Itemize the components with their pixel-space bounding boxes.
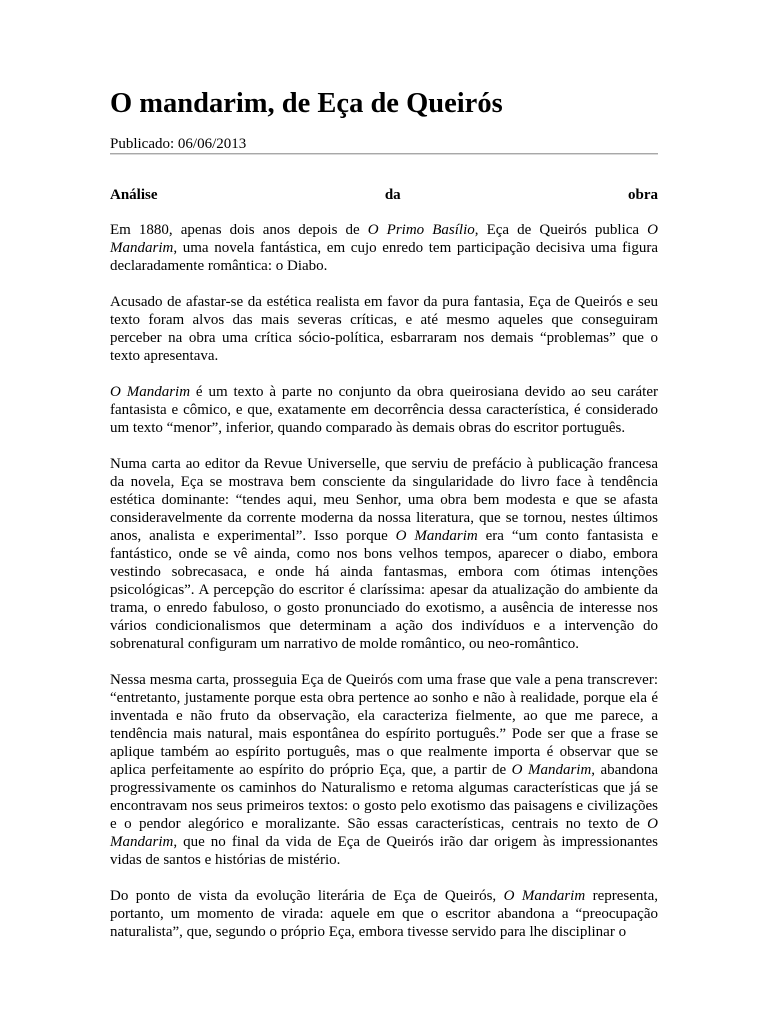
paragraph-list	[110, 221, 658, 941]
paragraph-text: Numa carta ao editor da Revue Universelle, que serviu de prefácio à publicação francesa da novela, Eça se mostrava bem consciente da singularidade do livro face à tendência estética dominante: “tendes aqui, meu Senhor, uma obra bem modesta e que se afasta consideravelmente da corrente moderna da nossa literatura, que se tornou, nestes últimos anos, analista e experimental”. Isso porque	[110, 456, 658, 544]
section-heading	[110, 186, 658, 204]
paragraph-text: Nessa mesma carta, prosseguia Eça de Queirós com uma frase que vale a pena transcrever: “entretanto, justamente porque esta obra pertence ao sonho e não à realidade, porque ela é inventada e não fruto da observação, ela caracteriza fielmente, ao que me parece, a tendência mais natural, mais espontânea do espírito português.” Pode ser que a frase se aplique também ao espírito português, mas o que realmente importa é observar que se aplica perfeitamente ao espírito do próprio Eça, que, a partir de	[110, 672, 658, 778]
body-paragraph	[110, 887, 658, 941]
italic-title-text: O Primo Basílio	[367, 222, 475, 238]
body-paragraph	[110, 383, 658, 437]
body-paragraph	[110, 293, 658, 365]
paragraph-text: , abandona progressivamente os caminhos do Naturalismo e retoma algumas características que já se encontravam nos seus primeiros textos: o gosto pelo exotismo das paisagens e civilizações e o pendor alegórico e moralizante. São essas características, centrais no texto de	[110, 762, 658, 832]
italic-title-text: O Mandarim	[110, 384, 191, 400]
title-divider	[110, 153, 658, 155]
italic-title-text: O Mandarim	[503, 888, 586, 904]
paragraph-text: é um texto à parte no conjunto da obra queirosiana devido ao seu caráter fantasista e cômico, e que, exatamente em decorrência dessa característica, é considerado um texto “menor”, inferior, quando comparado às demais obras do escritor português.	[110, 384, 658, 436]
body-paragraph	[110, 671, 658, 869]
italic-title-text: O Mandarim	[110, 816, 658, 850]
italic-title-text: O Mandarim	[395, 528, 478, 544]
section-heading-word: da	[384, 187, 401, 203]
article-body	[110, 186, 658, 959]
publication-date: Publicado: 06/06/2013	[110, 136, 247, 152]
paragraph-text: Acusado de afastar-se da estética realista em favor da pura fantasia, Eça de Queirós e seu texto foram alvos das mais severas críticas, e até mesmo aqueles que conseguiram perceber na obra uma crítica sócio-política, esbarraram nos demais “problemas” que o texto apresentava.	[110, 294, 658, 364]
paragraph-text: Do ponto de vista da evolução literária de Eça de Queirós,	[110, 888, 504, 904]
paragraph-text: representa, portanto, um momento de virada: aquele em que o escritor abandona a “preocupação naturalista”, que, segundo o próprio Eça, embora tivesse servido para lhe disciplinar o	[110, 888, 658, 940]
paragraph-text: era “um conto fantasista e fantástico, onde se vê ainda, como nos bons velhos tempos, aparecer o diabo, embora vestindo sobrecasaca, e onde há ainda fantasmas, embora com ótimas intenções psicológicas”. A percepção do escritor é claríssima: apesar da atualização do ambiente da trama, o enredo fabuloso, o gosto pronunciado do exotismo, a ausência de interesse nos vários condicionalismos que determinam a ação dos indivíduos e a intervenção do sobrenatural configuram um narrativo de molde romântico, ou neo-romântico.	[110, 528, 659, 652]
body-paragraph	[110, 221, 658, 275]
paragraph-text: , Eça de Queirós publica	[474, 222, 648, 238]
paragraph-text: Em 1880, apenas dois anos depois de	[110, 222, 368, 238]
document-title: O mandarim, de Eça de Queirós	[110, 88, 503, 119]
body-paragraph	[110, 455, 658, 653]
section-heading-word: obra	[627, 187, 658, 203]
paragraph-text: , que no final da vida de Eça de Queirós irão dar origem às impressionantes vidas de santos e histórias de mistério.	[110, 834, 658, 868]
italic-title-text: O Mandarim	[110, 222, 658, 256]
paragraph-text: , uma novela fantástica, em cujo enredo tem participação decisiva uma figura declaradamente romântica: o Diabo.	[110, 240, 658, 274]
italic-title-text: O Mandarim	[511, 762, 592, 778]
section-heading-word: Análise	[110, 187, 158, 203]
